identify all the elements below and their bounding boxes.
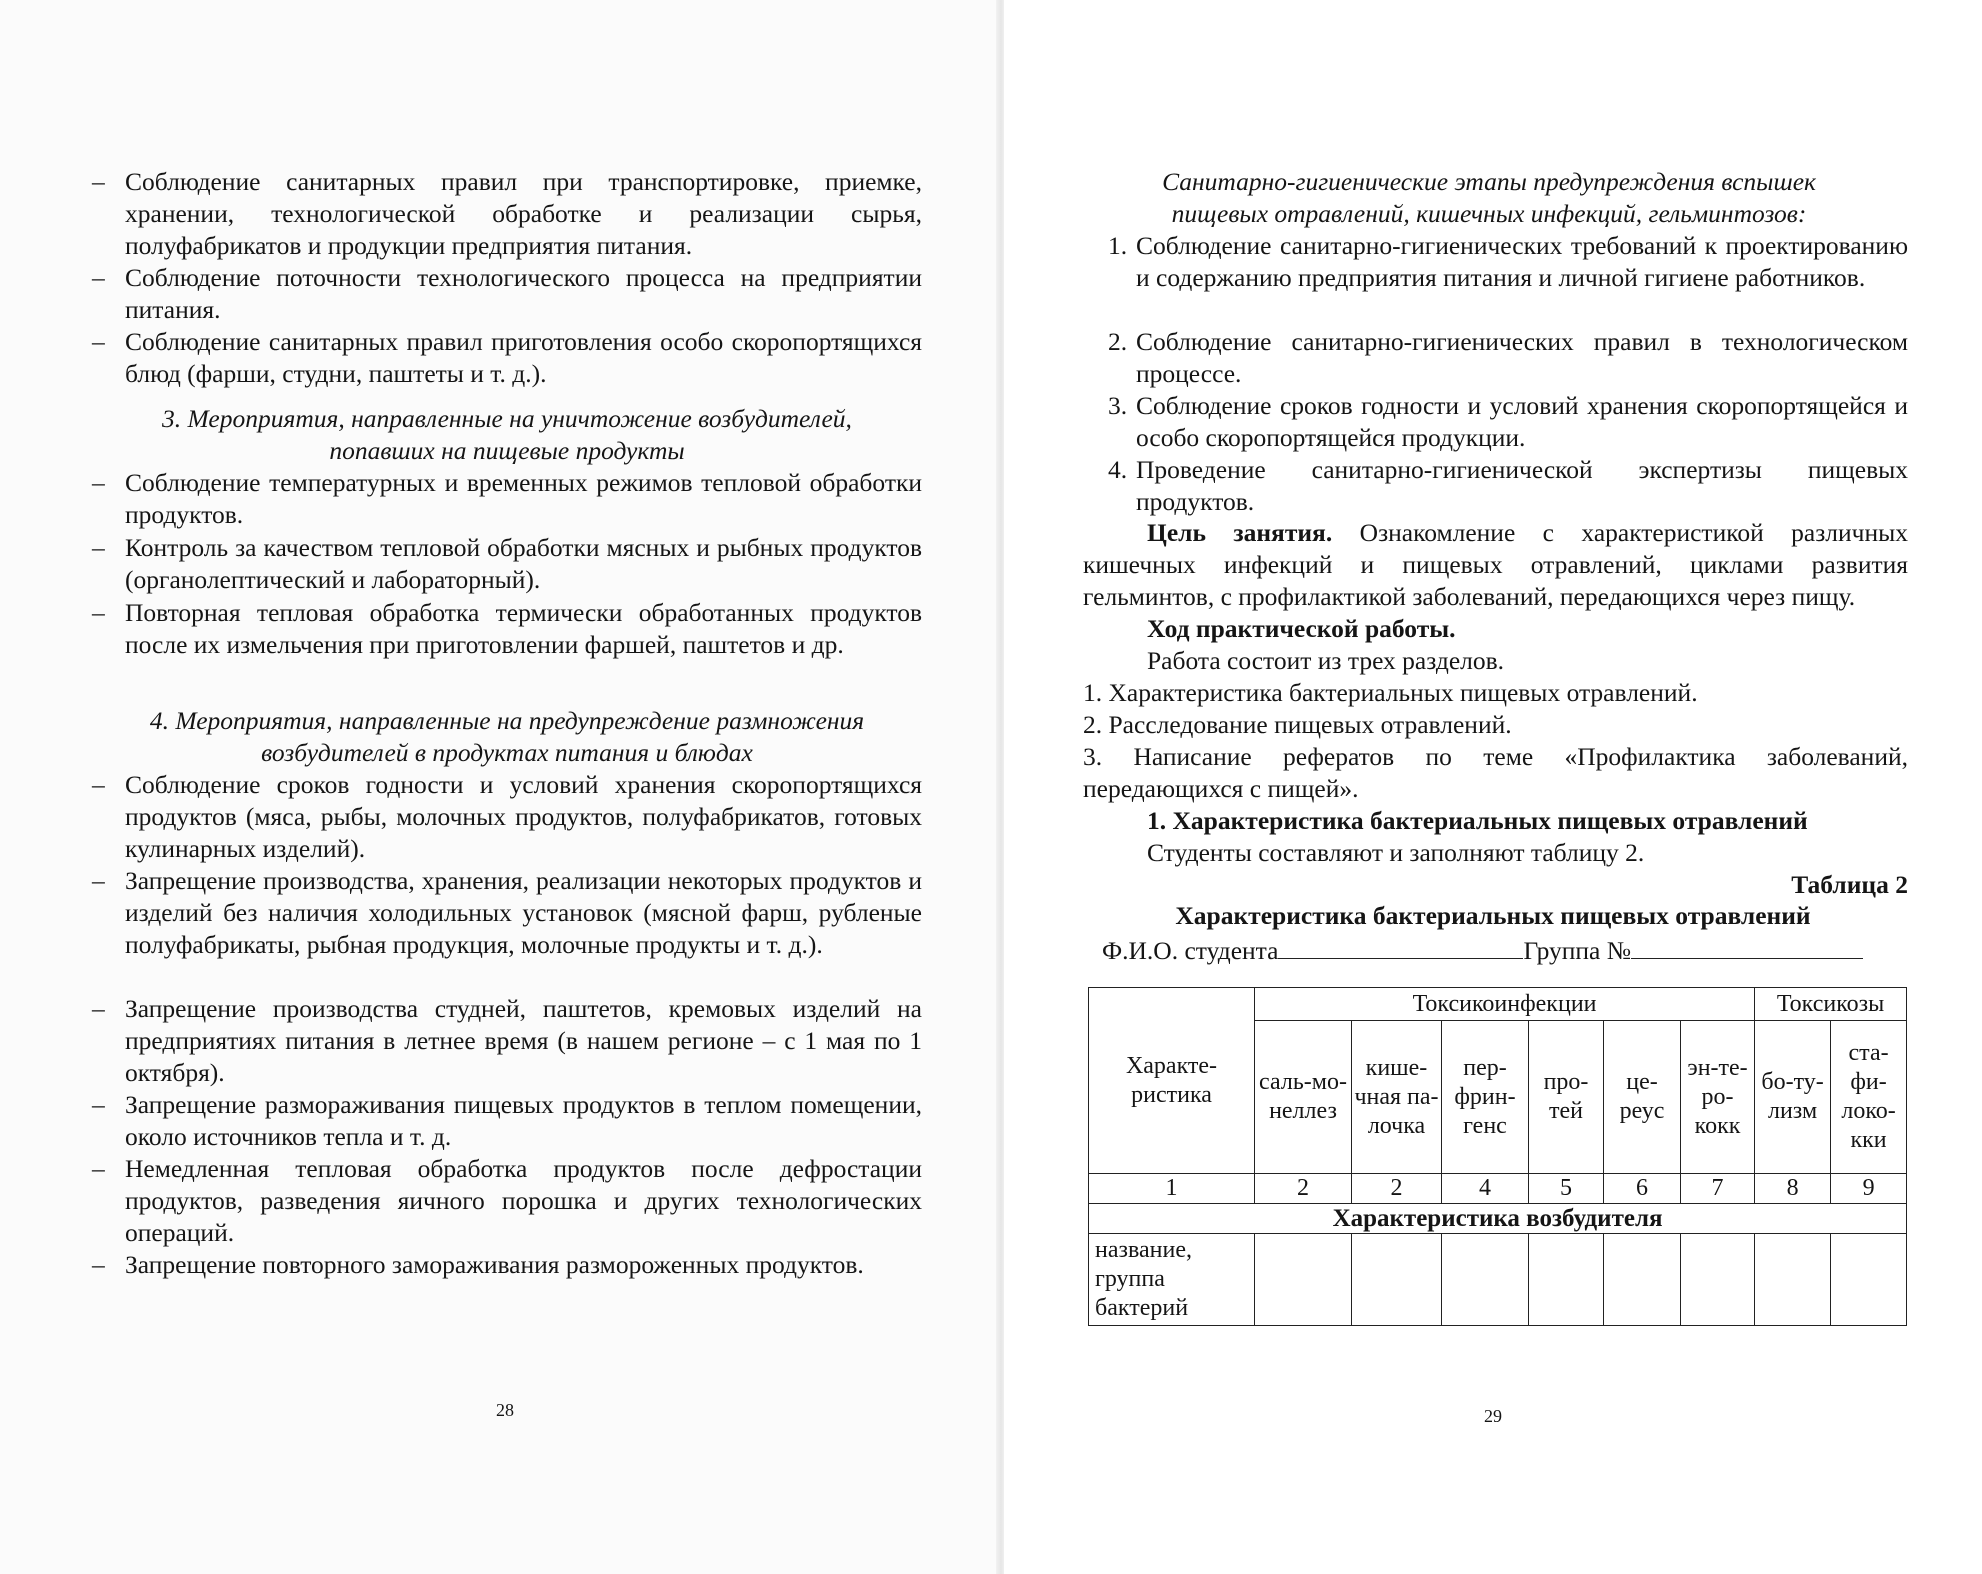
group-label: Группа № — [1523, 936, 1632, 965]
list-item — [92, 1089, 922, 1153]
list-item-text: Соблюдение сроков годности и условий хранения скоропортящихся продуктов (мяса, рыбы, молочных продуктов, полуфабрикатов, готовых кулинарных изделий). — [125, 770, 922, 863]
list-item — [92, 532, 922, 596]
page-number: 29 — [1484, 1406, 1502, 1426]
item-number: 1. — [1108, 231, 1128, 260]
section1-title: 1. Характеристика бактериальных пищевых отравлений — [1147, 806, 1808, 835]
goal-text: Ознакомление с характеристикой различных кишечных инфекций и пищевых отравлений, циклами развития гельминтов, с профилактикой заболеваний, передающихся через пищу. — [1083, 518, 1908, 611]
section1-text: Студенты составляют и заполняют таблицу 2. — [1147, 838, 1645, 867]
list-item-text: Соблюдение температурных и временных режимов тепловой обработки продуктов. — [125, 468, 922, 529]
column-header: бо-ту-лизм — [1755, 1021, 1831, 1174]
section-heading-4: 4. Мероприятия, направленные на предупреждение размножения возбудителей в продуктах питания и блюдах — [149, 706, 865, 767]
table-cell-empty[interactable] — [1681, 1234, 1755, 1326]
section-row: Характеристика возбудителя — [1089, 1204, 1907, 1234]
column-number: 2 — [1255, 1174, 1352, 1204]
list-item-text: Контроль за качеством тепловой обработки мясных и рыбных продуктов (органолептический и лабораторный). — [125, 533, 922, 594]
section-heading-3: 3. Мероприятия, направленные на уничтожение возбудителей, попавших на пищевые продукты — [162, 404, 852, 465]
column-number: 6 — [1604, 1174, 1681, 1204]
table-cell-empty[interactable] — [1352, 1234, 1442, 1326]
list-item-text: Запрещение производства, хранения, реализации некоторых продуктов и изделий без наличия холодильных установок (мясной фарш, рубленые полуфабрикаты, рыбная продукция, молочные продукты и т. д.). — [125, 866, 922, 959]
column-header: ста-фи-локо-кки — [1831, 1021, 1907, 1174]
bullet-dash: – — [92, 533, 105, 562]
bullet-dash: – — [92, 263, 105, 292]
list-item-text: Запрещение производства студней, паштетов, кремовых изделий на предприятиях питания в летнее время (в нашем регионе – с 1 мая по 1 октября). — [125, 994, 922, 1087]
bullet-dash: – — [92, 1090, 105, 1119]
item-number: 4. — [1108, 455, 1128, 484]
column-header: пер-фрин-генс — [1442, 1021, 1529, 1174]
bacterial-poisoning-table — [1088, 987, 1907, 1326]
bullet-dash: – — [92, 770, 105, 799]
row-label: название, группа бактерий — [1089, 1234, 1255, 1326]
list-item — [92, 326, 922, 390]
bullet-dash: – — [92, 468, 105, 497]
list-item-text: Соблюдение поточности технологического процесса на предприятии питания. — [125, 263, 922, 324]
student-name-field[interactable] — [1278, 932, 1523, 959]
list-item-text: Запрещение повторного замораживания размороженных продуктов. — [125, 1250, 864, 1279]
list-item — [92, 769, 922, 864]
column-header: саль-мо-неллез — [1255, 1021, 1352, 1174]
work-title: Ход практической работы. — [1147, 614, 1456, 643]
student-label: Ф.И.О. студента — [1102, 936, 1279, 965]
list-item — [92, 166, 922, 261]
list-item — [92, 993, 922, 1088]
column-number: 9 — [1831, 1174, 1907, 1204]
table-cell-empty[interactable] — [1529, 1234, 1604, 1326]
table-label: Таблица 2 — [1791, 870, 1908, 899]
list-item — [92, 597, 922, 661]
bullet-dash: – — [92, 598, 105, 627]
table-cell-empty[interactable] — [1831, 1234, 1907, 1326]
column-header: эн-те-ро-кокк — [1681, 1021, 1755, 1174]
work-intro: Работа состоит из трех разделов. — [1147, 646, 1505, 675]
corner-header: Характе-ристика — [1089, 988, 1255, 1174]
column-number: 7 — [1681, 1174, 1755, 1204]
column-number: 2 — [1352, 1174, 1442, 1204]
table-cell-empty[interactable] — [1755, 1234, 1831, 1326]
column-number: 1 — [1089, 1174, 1255, 1204]
item-number: 3. — [1108, 391, 1128, 420]
group-number-field[interactable] — [1631, 932, 1863, 959]
bullet-dash: – — [92, 1154, 105, 1183]
page-number: 28 — [496, 1400, 514, 1420]
section-list-item: 3. Написание рефератов по теме «Профилактика заболеваний, передающихся с пищей». — [1083, 742, 1908, 803]
list-item-text: Запрещение размораживания пищевых продуктов в теплом помещении, около источников тепла и т. д. — [125, 1090, 922, 1151]
list-item — [92, 1249, 922, 1281]
list-item — [92, 1153, 922, 1248]
column-number: 5 — [1529, 1174, 1604, 1204]
column-number: 4 — [1442, 1174, 1529, 1204]
table-title: Характеристика бактериальных пищевых отравлений — [1175, 901, 1811, 930]
column-header: це-реус — [1604, 1021, 1681, 1174]
list-item-text: Проведение санитарно-гигиенической экспертизы пищевых продуктов. — [1136, 455, 1908, 516]
column-header: кише-чная па-лочка — [1352, 1021, 1442, 1174]
right-page — [1004, 0, 1982, 1574]
list-item — [92, 865, 922, 960]
bullet-dash: – — [92, 866, 105, 895]
goal-paragraph — [1083, 517, 1908, 612]
list-item-text: Соблюдение санитарных правил при транспортировке, приемке, хранении, технологической обработке и реализации сырья, полуфабрикатов и продукции предприятия питания. — [125, 167, 922, 260]
table-cell-empty[interactable] — [1442, 1234, 1529, 1326]
bullet-dash: – — [92, 167, 105, 196]
bullet-dash: – — [92, 327, 105, 356]
list-item — [1108, 390, 1908, 454]
list-item — [92, 262, 922, 326]
list-item-text: Соблюдение сроков годности и условий хранения скоропортящейся и особо скоропортящейся продукции. — [1136, 391, 1908, 452]
list-item — [92, 467, 922, 531]
bullet-dash: – — [92, 1250, 105, 1279]
list-item-text: Соблюдение санитарных правил приготовления особо скоропортящихся блюд (фарши, студни, паштеты и т. д.). — [125, 327, 922, 388]
list-item-text: Соблюдение санитарно-гигиенических правил в технологическом процессе. — [1136, 327, 1908, 388]
table-cell-empty[interactable] — [1255, 1234, 1352, 1326]
column-number: 8 — [1755, 1174, 1831, 1204]
stages-heading: Санитарно-гигиенические этапы предупреждения вспышек пищевых отравлений, кишечных инфекций, гельминтозов: — [1162, 167, 1816, 228]
table-cell-empty[interactable] — [1604, 1234, 1681, 1326]
section-list-item: 1. Характеристика бактериальных пищевых отравлений. — [1083, 678, 1698, 707]
section-list-item: 2. Расследование пищевых отравлений. — [1083, 710, 1512, 739]
bullet-dash: – — [92, 994, 105, 1023]
list-item-text: Повторная тепловая обработка термически обработанных продуктов после их измельчения при приготовлении фаршей, паштетов и др. — [125, 598, 922, 659]
group-header-toxicoinfections: Токсикоинфекции — [1255, 988, 1755, 1021]
item-number: 2. — [1108, 327, 1128, 356]
goal-label: Цель занятия. — [1147, 518, 1333, 547]
list-item — [1108, 230, 1908, 294]
list-item-text: Немедленная тепловая обработка продуктов после дефростации продуктов, разведения яичного порошка и других технологических операций. — [125, 1154, 922, 1247]
student-line — [1102, 932, 1863, 967]
group-header-toxicoses: Токсикозы — [1755, 988, 1907, 1021]
list-item — [1108, 326, 1908, 390]
list-item — [1108, 454, 1908, 518]
list-item-text: Соблюдение санитарно-гигиенических требований к проектированию и содержанию предприятия питания и личной гигиене работников. — [1136, 231, 1908, 292]
column-header: про-тей — [1529, 1021, 1604, 1174]
